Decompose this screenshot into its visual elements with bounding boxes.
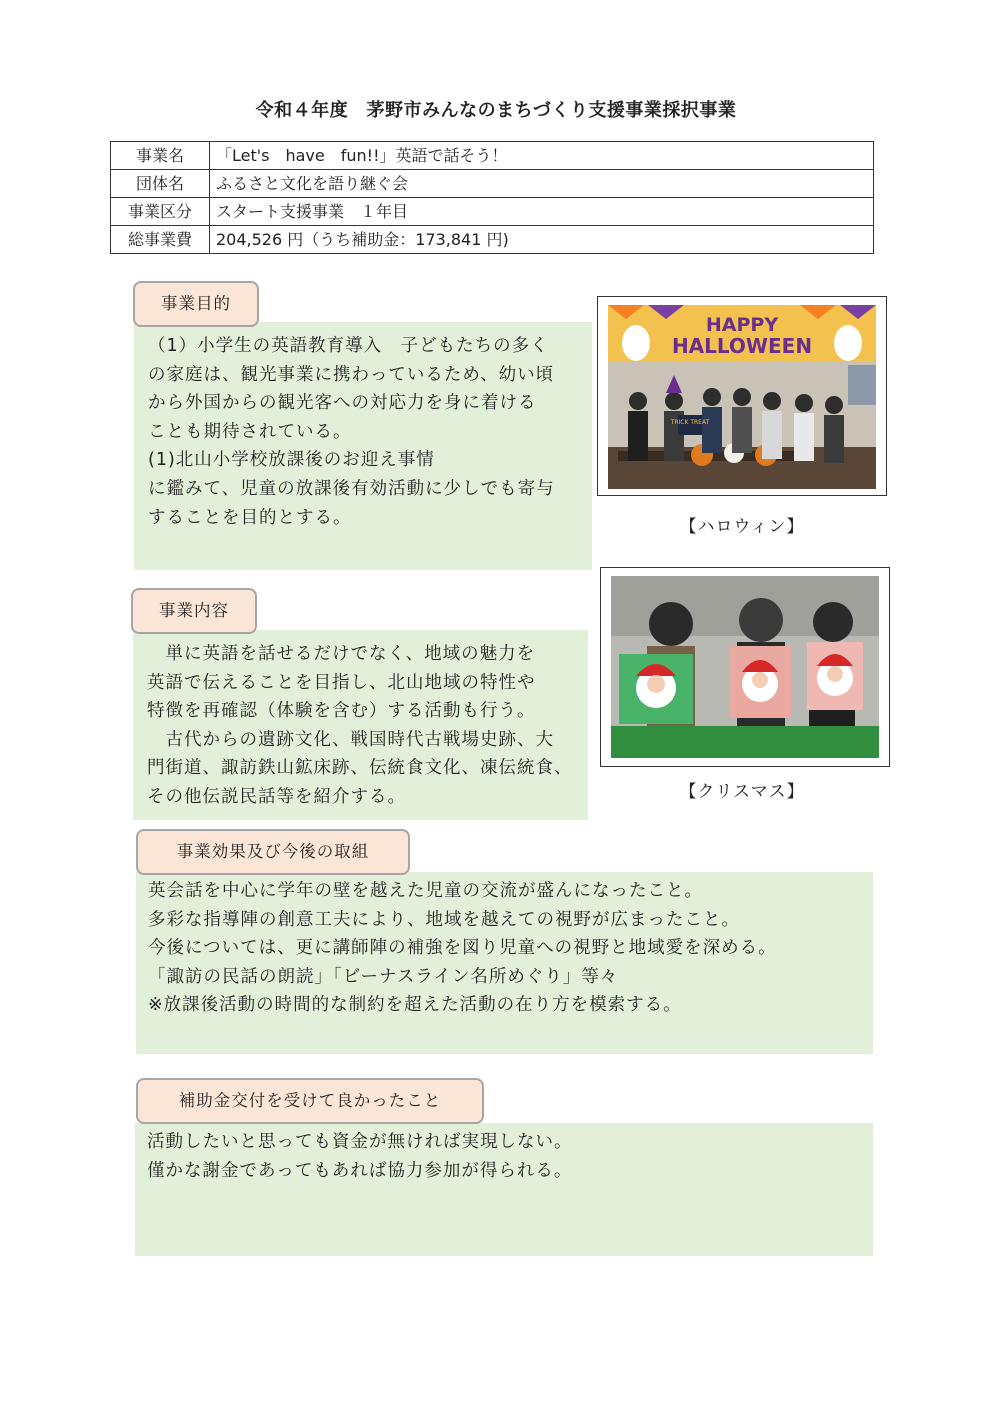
text-line: することを目的とする。 bbox=[148, 507, 352, 528]
text-line: 活動したいと思っても資金が無ければ実現しない。 bbox=[147, 1132, 573, 1152]
purpose-body bbox=[134, 322, 592, 570]
table-row bbox=[111, 142, 874, 170]
text-line: の家庭は、観光事業に携わっているため、幼い頃 bbox=[148, 364, 555, 385]
banner-text-happy: HAPPY bbox=[705, 314, 779, 336]
text-line: 古代からの遺跡文化、戦国時代古戦場史跡、大 bbox=[147, 729, 554, 750]
text-line: に鑑みて、児童の放課後有効活動に少しでも寄与 bbox=[148, 478, 555, 499]
christmas-caption: 【クリスマス】 bbox=[679, 782, 805, 802]
row-value: 204,526 円（うち補助金：173,841 円) bbox=[210, 226, 874, 254]
text-line: から外国からの観光客への対応力を身に着ける bbox=[148, 393, 537, 414]
text-line: 門街道、諏訪鉄山鉱床跡、伝統食文化、凍伝統食、 bbox=[147, 758, 573, 779]
halloween-photo bbox=[597, 296, 887, 496]
row-label: 団体名 bbox=[111, 170, 210, 198]
row-label: 事業名 bbox=[111, 142, 210, 170]
text-line: 特徴を再確認（体験を含む）する活動も行う。 bbox=[147, 701, 536, 722]
text-line: （1）小学生の英語教育導入 子どもたちの多く bbox=[148, 336, 549, 356]
row-value: 「Let's have fun!!」英語で話そう！ bbox=[210, 142, 874, 170]
page-title: 令和４年度 茅野市みんなのまちづくり支援事業採択事業 bbox=[255, 100, 737, 121]
text-line: 今後については、更に講師陣の補強を図り児童への視野と地域愛を深める。 bbox=[148, 938, 777, 959]
text-line: 僅かな謝金であってもあれば協力参加が得られる。 bbox=[147, 1160, 573, 1181]
text-line: ※放課後活動の時間的な制約を超えた活動の在り方を模索する。 bbox=[148, 995, 682, 1016]
content-body bbox=[133, 630, 588, 820]
text-line: 英会話を中心に学年の壁を越えた児童の交流が盛んになったこと。 bbox=[148, 881, 703, 901]
table-row bbox=[111, 170, 874, 198]
effect-body bbox=[136, 872, 873, 1054]
table-row bbox=[111, 198, 874, 226]
text-line: 英語で伝えることを目指し、北山地域の特性や bbox=[147, 672, 536, 693]
content-heading: 事業内容 bbox=[131, 588, 257, 634]
info-table bbox=[110, 141, 874, 254]
halloween-photo-image bbox=[608, 305, 876, 489]
text-line: その他伝説民話等を紹介する。 bbox=[147, 786, 406, 807]
benefit-heading: 補助金交付を受けて良かったこと bbox=[136, 1078, 484, 1124]
text-line: 「諏訪の民話の朗読」「ビーナスライン名所めぐり」等々 bbox=[148, 966, 619, 987]
benefit-body bbox=[135, 1123, 873, 1256]
text-line: 単に英語を話せるだけでなく、地域の魅力を bbox=[147, 644, 536, 664]
banner-text-halloween: HALLOWEEN bbox=[671, 334, 813, 358]
row-label: 総事業費 bbox=[111, 226, 210, 254]
text-line: 多彩な指導陣の創意工夫により、地域を越えての視野が広まったこと。 bbox=[148, 909, 740, 930]
purpose-heading: 事業目的 bbox=[133, 281, 259, 327]
row-label: 事業区分 bbox=[111, 198, 210, 226]
row-value: スタート支援事業 １年目 bbox=[210, 198, 874, 226]
table-row bbox=[111, 226, 874, 254]
row-value: ふるさと文化を語り継ぐ会 bbox=[210, 170, 874, 198]
christmas-photo-image bbox=[611, 576, 879, 758]
text-line: ことも期待されている。 bbox=[148, 421, 352, 442]
trick-treat-sign: TRICK TREAT bbox=[670, 419, 710, 426]
christmas-photo bbox=[600, 567, 890, 767]
effect-heading: 事業効果及び今後の取組 bbox=[136, 829, 410, 875]
text-line: (1)北山小学校放課後のお迎え事情 bbox=[148, 450, 435, 471]
halloween-caption: 【ハロウィン】 bbox=[679, 517, 805, 537]
